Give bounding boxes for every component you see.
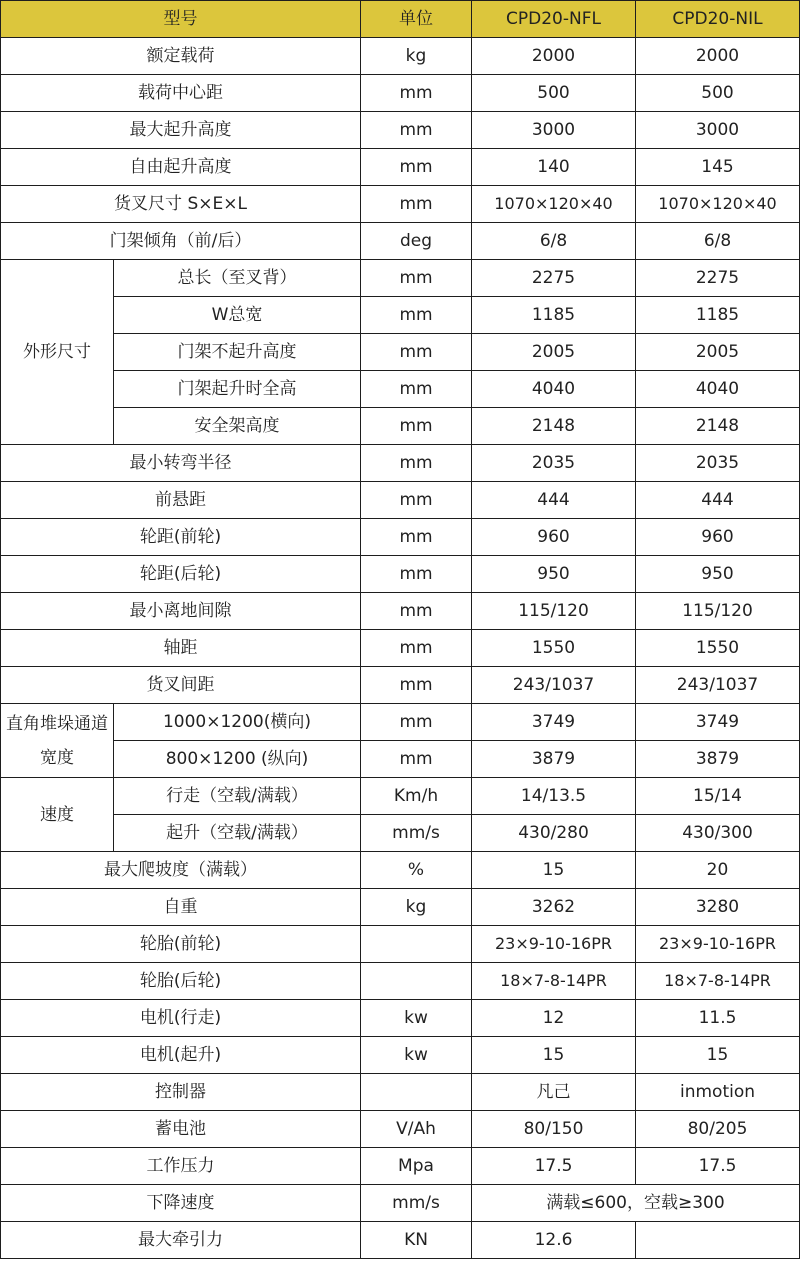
value-b: 80/205 (636, 1111, 800, 1148)
param-unit: mm (361, 741, 472, 778)
value-a: 2275 (472, 260, 636, 297)
table-row (1, 1222, 800, 1259)
param-unit: mm (361, 630, 472, 667)
param-unit: mm (361, 334, 472, 371)
value-a: 243/1037 (472, 667, 636, 704)
param-unit: mm (361, 112, 472, 149)
param-unit: KN (361, 1222, 472, 1259)
value-b: 3280 (636, 889, 800, 926)
param-label: 下降速度 (1, 1185, 361, 1222)
value-b: 1070×120×40 (636, 186, 800, 223)
value-b: 20 (636, 852, 800, 889)
group-label-aisle-width: 直角堆垛通道宽度 (1, 704, 114, 778)
value-a: 444 (472, 482, 636, 519)
value-a: 17.5 (472, 1148, 636, 1185)
value-b: 2000 (636, 38, 800, 75)
value-b: 18×7-8-14PR (636, 963, 800, 1000)
table-row (1, 112, 800, 149)
value-a: 1185 (472, 297, 636, 334)
table-row (1, 297, 800, 334)
table-row (1, 852, 800, 889)
value-b: 4040 (636, 371, 800, 408)
table-row (1, 926, 800, 963)
param-label: 最小转弯半径 (1, 445, 361, 482)
value-a: 2035 (472, 445, 636, 482)
value-b: 444 (636, 482, 800, 519)
param-label: 轮距(后轮) (1, 556, 361, 593)
table-row (1, 1037, 800, 1074)
table-row (1, 556, 800, 593)
value-b: 15 (636, 1037, 800, 1074)
param-label: 工作压力 (1, 1148, 361, 1185)
value-a: 3262 (472, 889, 636, 926)
param-label: 电机(起升) (1, 1037, 361, 1074)
value-shared: 满载≤600，空载≥300 (472, 1185, 800, 1222)
param-unit: Km/h (361, 778, 472, 815)
value-a: 15 (472, 852, 636, 889)
value-b: 6/8 (636, 223, 800, 260)
table-row (1, 1111, 800, 1148)
param-unit: deg (361, 223, 472, 260)
value-a: 3879 (472, 741, 636, 778)
value-b: 3000 (636, 112, 800, 149)
value-b: 3879 (636, 741, 800, 778)
value-a: 23×9-10-16PR (472, 926, 636, 963)
table-row (1, 223, 800, 260)
param-unit: mm (361, 260, 472, 297)
value-b: 950 (636, 556, 800, 593)
param-label: 800×1200 (纵向) (114, 741, 361, 778)
table-row (1, 186, 800, 223)
param-label: 自重 (1, 889, 361, 926)
param-label: 电机(行走) (1, 1000, 361, 1037)
value-b: 15/14 (636, 778, 800, 815)
param-unit: mm (361, 371, 472, 408)
param-unit: mm (361, 667, 472, 704)
value-b: 1550 (636, 630, 800, 667)
param-label: 1000×1200(横向) (114, 704, 361, 741)
table-row (1, 38, 800, 75)
value-a: 960 (472, 519, 636, 556)
table-row (1, 149, 800, 186)
table-row (1, 741, 800, 778)
value-a: 12 (472, 1000, 636, 1037)
table-row (1, 889, 800, 926)
value-a: 140 (472, 149, 636, 186)
table-row (1, 667, 800, 704)
value-b (636, 1222, 800, 1259)
value-b: 430/300 (636, 815, 800, 852)
param-unit: mm (361, 482, 472, 519)
table-row (1, 371, 800, 408)
param-label: 起升（空载/满载） (114, 815, 361, 852)
param-unit: mm (361, 445, 472, 482)
param-label: 控制器 (1, 1074, 361, 1111)
param-unit (361, 926, 472, 963)
value-b: 2035 (636, 445, 800, 482)
value-a: 3000 (472, 112, 636, 149)
param-label: 额定载荷 (1, 38, 361, 75)
param-unit: mm (361, 704, 472, 741)
value-b: 2148 (636, 408, 800, 445)
value-a: 115/120 (472, 593, 636, 630)
param-unit: mm (361, 186, 472, 223)
table-row (1, 334, 800, 371)
value-a: 凡己 (472, 1074, 636, 1111)
value-a: 3749 (472, 704, 636, 741)
group-label-dimensions: 外形尺寸 (1, 260, 114, 445)
value-b: 145 (636, 149, 800, 186)
value-a: 500 (472, 75, 636, 112)
param-unit: mm (361, 75, 472, 112)
table-row (1, 408, 800, 445)
header-model-label: 型号 (1, 1, 361, 38)
table-row (1, 593, 800, 630)
value-a: 2000 (472, 38, 636, 75)
value-b: 23×9-10-16PR (636, 926, 800, 963)
table-row (1, 963, 800, 1000)
value-a: 1070×120×40 (472, 186, 636, 223)
header-row (1, 1, 800, 38)
value-a: 12.6 (472, 1222, 636, 1259)
value-b: 11.5 (636, 1000, 800, 1037)
value-b: 115/120 (636, 593, 800, 630)
table-row (1, 815, 800, 852)
value-a: 6/8 (472, 223, 636, 260)
value-a: 15 (472, 1037, 636, 1074)
param-label: 最小离地间隙 (1, 593, 361, 630)
param-unit: mm (361, 149, 472, 186)
table-row (1, 630, 800, 667)
value-b: inmotion (636, 1074, 800, 1111)
param-label: 蓄电池 (1, 1111, 361, 1148)
table-row (1, 1148, 800, 1185)
param-label: 轮胎(后轮) (1, 963, 361, 1000)
param-label: 最大起升高度 (1, 112, 361, 149)
param-label: 安全架高度 (114, 408, 361, 445)
param-unit: V/Ah (361, 1111, 472, 1148)
param-unit: mm (361, 519, 472, 556)
param-unit: mm/s (361, 815, 472, 852)
value-a: 950 (472, 556, 636, 593)
param-label: 行走（空载/满载） (114, 778, 361, 815)
value-b: 500 (636, 75, 800, 112)
value-b: 960 (636, 519, 800, 556)
value-b: 243/1037 (636, 667, 800, 704)
table-row (1, 1074, 800, 1111)
param-label: 总长（至叉背） (114, 260, 361, 297)
param-unit: mm (361, 593, 472, 630)
value-b: 2005 (636, 334, 800, 371)
param-label: 货叉间距 (1, 667, 361, 704)
param-unit: mm (361, 556, 472, 593)
param-label: 最大爬坡度（满载） (1, 852, 361, 889)
param-label: 货叉尺寸 S×E×L (1, 186, 361, 223)
param-unit: kg (361, 889, 472, 926)
value-a: 4040 (472, 371, 636, 408)
param-unit: mm (361, 297, 472, 334)
param-label: 前悬距 (1, 482, 361, 519)
param-unit: kw (361, 1000, 472, 1037)
value-a: 1550 (472, 630, 636, 667)
table-row (1, 445, 800, 482)
param-unit: % (361, 852, 472, 889)
param-label: 最大牵引力 (1, 1222, 361, 1259)
param-label: 轴距 (1, 630, 361, 667)
param-label: W总宽 (114, 297, 361, 334)
param-label: 轮距(前轮) (1, 519, 361, 556)
value-a: 430/280 (472, 815, 636, 852)
header-model-b: CPD20-NIL (636, 1, 800, 38)
param-unit: mm/s (361, 1185, 472, 1222)
param-label: 门架倾角（前/后） (1, 223, 361, 260)
param-label: 载荷中心距 (1, 75, 361, 112)
table-row (1, 260, 800, 297)
param-label: 门架不起升高度 (114, 334, 361, 371)
param-label: 门架起升时全高 (114, 371, 361, 408)
value-b: 2275 (636, 260, 800, 297)
table-row (1, 778, 800, 815)
table-row (1, 519, 800, 556)
table-row (1, 704, 800, 741)
group-label-speed: 速度 (1, 778, 114, 852)
value-a: 80/150 (472, 1111, 636, 1148)
table-row (1, 1000, 800, 1037)
value-b: 17.5 (636, 1148, 800, 1185)
value-a: 14/13.5 (472, 778, 636, 815)
param-label: 自由起升高度 (1, 149, 361, 186)
table-row (1, 75, 800, 112)
value-b: 3749 (636, 704, 800, 741)
table-row (1, 482, 800, 519)
param-unit: mm (361, 408, 472, 445)
param-unit (361, 1074, 472, 1111)
param-unit (361, 963, 472, 1000)
value-a: 18×7-8-14PR (472, 963, 636, 1000)
header-unit-label: 单位 (361, 1, 472, 38)
value-a: 2005 (472, 334, 636, 371)
table-row (1, 1185, 800, 1222)
param-unit: kg (361, 38, 472, 75)
param-unit: Mpa (361, 1148, 472, 1185)
value-b: 1185 (636, 297, 800, 334)
value-a: 2148 (472, 408, 636, 445)
param-unit: kw (361, 1037, 472, 1074)
header-model-a: CPD20-NFL (472, 1, 636, 38)
param-label: 轮胎(前轮) (1, 926, 361, 963)
